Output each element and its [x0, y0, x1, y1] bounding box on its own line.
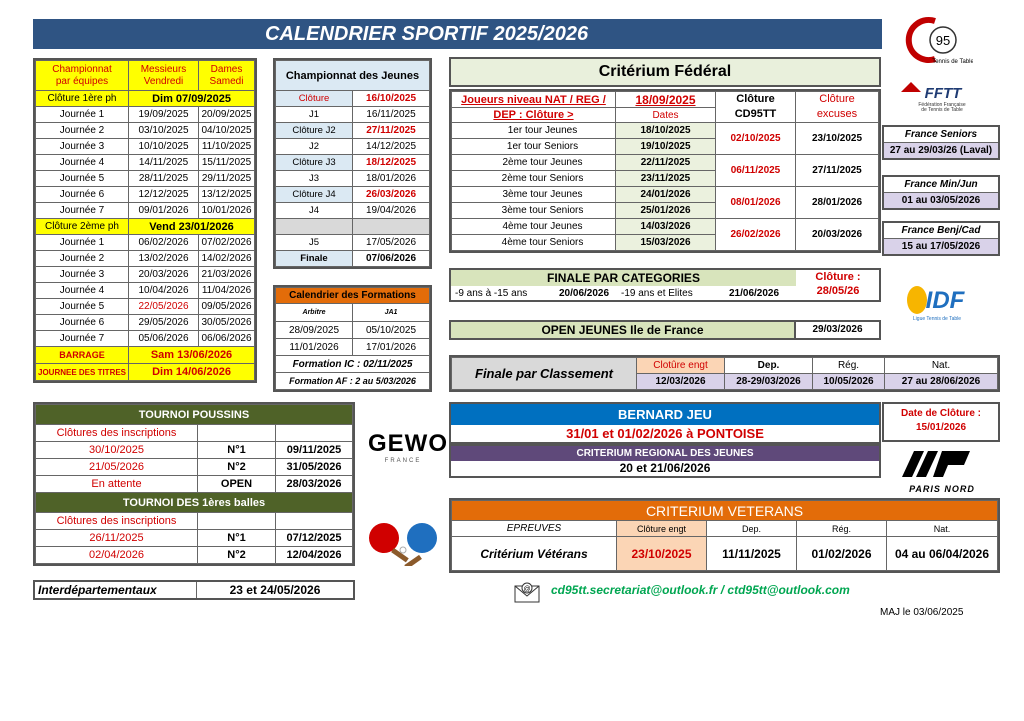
- formation-row: [276, 339, 430, 356]
- journee-label: Journée 2: [36, 251, 129, 267]
- veterans-panel: [449, 498, 1000, 573]
- jeunes-date: 18/01/2026: [353, 171, 430, 187]
- balles-title: TOURNOI DES 1ères balles: [36, 493, 353, 513]
- equipes-row: [36, 331, 255, 347]
- bernard-jeu-panel: [449, 402, 881, 444]
- formation-ic: Formation IC : 02/11/2025: [276, 356, 430, 373]
- jeunes-label: J2: [276, 139, 353, 155]
- journee-label: Journée 4: [36, 283, 129, 299]
- tournoi-row: [36, 476, 353, 493]
- idf-logo: [897, 280, 987, 324]
- jeunes-label: J3: [276, 171, 353, 187]
- vet-header-epreuves: EPREUVES: [452, 521, 617, 537]
- journee-label: Journée 5: [36, 171, 129, 187]
- jeunes-row: [276, 203, 430, 219]
- tournoi-cloture-date: En attente: [36, 476, 198, 493]
- dames-date: 06/06/2026: [199, 331, 255, 347]
- niveau-label: Joueurs niveau NAT / REG /: [452, 92, 616, 108]
- jeunes-row: [276, 107, 430, 123]
- equipes-row: [36, 251, 255, 267]
- messieurs-date: 06/02/2026: [129, 235, 199, 251]
- svg-text:Fédération Française: Fédération Française: [918, 102, 966, 108]
- journee-label: Journée 7: [36, 331, 129, 347]
- svg-text:95: 95: [935, 33, 951, 48]
- dates-header: Dates: [616, 108, 716, 123]
- france-title: France Min/Jun: [884, 177, 998, 193]
- bernard-jeu-title: BERNARD JEU: [451, 404, 879, 425]
- jeunes-date: 16/10/2025: [353, 91, 430, 107]
- jeunes-row: [276, 123, 430, 139]
- messieurs-date: 29/05/2026: [129, 315, 199, 331]
- france-title: France Seniors: [884, 127, 998, 143]
- france-box: [882, 175, 1000, 210]
- formation-row: [276, 322, 430, 339]
- jeunes-label: J5: [276, 235, 353, 251]
- col-header-messieurs: Messieurs Vendredi: [129, 61, 199, 91]
- tour-cloture-cd: 06/11/2025: [716, 155, 796, 187]
- equipes-row: [36, 267, 255, 283]
- equipes-row: [36, 187, 255, 203]
- crit-regional-date: 20 et 21/06/2026: [619, 461, 711, 475]
- dames-date: 11/04/2026: [199, 283, 255, 299]
- dames-date: 15/11/2025: [199, 155, 255, 171]
- formations-title: Calendrier des Formations: [276, 288, 430, 304]
- tour-jeunes-date: 14/03/2026: [616, 219, 716, 235]
- journee-label: Journée 6: [36, 315, 129, 331]
- dames-date: 09/05/2026: [199, 299, 255, 315]
- tournoi-number: OPEN: [198, 476, 276, 493]
- vet-value-reg: 01/02/2026: [797, 537, 887, 571]
- fc-value-dep: 28-29/03/2026: [725, 374, 813, 390]
- vet-value-cloture: 23/10/2025: [617, 537, 707, 571]
- jeunes-row: [276, 187, 430, 203]
- france-box: [882, 125, 1000, 160]
- finale-b-label: -19 ans et Elites: [621, 288, 693, 299]
- championnat-equipes-panel: [33, 58, 257, 383]
- equipes-row: [36, 203, 255, 219]
- equipes-row: [36, 299, 255, 315]
- dames-date: 11/10/2025: [199, 139, 255, 155]
- balles-subheader: Clôtures des inscriptions: [36, 513, 198, 530]
- jeunes-label: J1: [276, 107, 353, 123]
- titres-label: JOURNEE DES TITRES: [36, 364, 129, 381]
- messieurs-date: 19/09/2025: [129, 107, 199, 123]
- tour-seniors-label: 3ème tour Seniors: [452, 203, 616, 219]
- jeunes-date: [353, 219, 430, 235]
- journee-label: Journée 5: [36, 299, 129, 315]
- jeunes-row: [276, 171, 430, 187]
- tournoi-number: N°1: [198, 530, 276, 547]
- jeunes-date: 17/05/2026: [353, 235, 430, 251]
- jeunes-date: 18/12/2025: [353, 155, 430, 171]
- cd95-logo: [893, 15, 973, 65]
- dames-date: 13/12/2025: [199, 187, 255, 203]
- jeunes-label: J4: [276, 203, 353, 219]
- messieurs-date: 03/10/2025: [129, 123, 199, 139]
- equipes-row: [36, 123, 255, 139]
- fc-header-reg: Rég.: [813, 358, 885, 374]
- jeunes-label: Clôture J4: [276, 187, 353, 203]
- tour-seniors-date: 25/01/2026: [616, 203, 716, 219]
- dames-date: 20/09/2025: [199, 107, 255, 123]
- criterium-row: [452, 123, 879, 139]
- interdep-label: Interdépartementaux: [35, 582, 197, 598]
- finale-b-date: 21/06/2026: [729, 288, 780, 299]
- journee-label: Journée 2: [36, 123, 129, 139]
- tour-seniors-label: 1er tour Seniors: [452, 139, 616, 155]
- criterium-title-box: [449, 57, 881, 87]
- formation-arbitre-date: 28/09/2025: [276, 322, 353, 339]
- tour-seniors-date: 23/11/2025: [616, 171, 716, 187]
- formation-ja1-date: 05/10/2025: [353, 322, 430, 339]
- finale-a-date: 20/06/2026: [559, 288, 610, 299]
- criterium-title: Critérium Fédéral: [598, 63, 732, 80]
- messieurs-date: 05/06/2026: [129, 331, 199, 347]
- jeunes-date: 07/06/2026: [353, 251, 430, 267]
- tour-jeunes-label: 3ème tour Jeunes: [452, 187, 616, 203]
- svg-text:IDF: IDF: [925, 287, 965, 314]
- vet-value-nat: 04 au 06/04/2026: [887, 537, 998, 571]
- france-date: 27 au 29/03/26 (Laval): [884, 143, 998, 158]
- equipes-row: [36, 315, 255, 331]
- vet-header-dep: Dep.: [707, 521, 797, 537]
- finale-classement-title: Finale par Classement: [452, 358, 637, 390]
- fc-value-reg: 10/05/2026: [813, 374, 885, 390]
- bernard-cloture-box: [882, 402, 1000, 442]
- dames-date: 07/02/2026: [199, 235, 255, 251]
- tournoi-row: [36, 547, 353, 564]
- tournoi-number: N°2: [198, 459, 276, 476]
- tournoi-date: 28/03/2026: [276, 476, 353, 493]
- bernard-cloture-date: 15/01/2026: [915, 422, 967, 433]
- svg-text:Ligue Tennis de Table: Ligue Tennis de Table: [912, 316, 962, 322]
- email-icon: [513, 580, 543, 604]
- tournoi-row: [36, 530, 353, 547]
- championnat-jeunes-panel: [273, 58, 432, 269]
- maj-date: MAJ le 03/06/2025: [880, 607, 964, 618]
- journee-label: Journée 7: [36, 203, 129, 219]
- gewo-logo: GEWO FRANCE: [368, 430, 448, 464]
- jeunes-row: [276, 251, 430, 267]
- tour-seniors-date: 15/03/2026: [616, 235, 716, 251]
- tour-jeunes-label: 1er tour Jeunes: [452, 123, 616, 139]
- messieurs-date: 10/10/2025: [129, 139, 199, 155]
- tournoi-date: 07/12/2025: [276, 530, 353, 547]
- france-date: 01 au 03/05/2026: [884, 193, 998, 208]
- equipes-row: [36, 139, 255, 155]
- messieurs-date: 13/02/2026: [129, 251, 199, 267]
- jeunes-label: Clôture J2: [276, 123, 353, 139]
- formation-ja1-date: 17/01/2026: [353, 339, 430, 356]
- crit-regional-panel: [449, 444, 881, 478]
- ping-pong-paddles-icon: [362, 520, 444, 566]
- equipes-row: [36, 235, 255, 251]
- finale-a-label: -9 ans à -15 ans: [455, 288, 528, 299]
- jeunes-date: 19/04/2026: [353, 203, 430, 219]
- messieurs-date: 20/03/2026: [129, 267, 199, 283]
- tournoi-cloture-date: 21/05/2026: [36, 459, 198, 476]
- poussins-subheader: Clôtures des inscriptions: [36, 425, 198, 442]
- barrage-label: BARRAGE: [36, 347, 129, 364]
- cloture-1-date: Dim 07/09/2025: [129, 91, 255, 107]
- finale-categories-panel: [449, 268, 881, 302]
- tour-seniors-date: 19/10/2025: [616, 139, 716, 155]
- svg-text:@: @: [523, 586, 531, 593]
- col-header-championnat: Championnat par équipes: [36, 61, 129, 91]
- cloture-2-label: Clôture 2ème ph: [36, 219, 129, 235]
- journee-label: Journée 4: [36, 155, 129, 171]
- open-jeunes-title: OPEN JEUNES Ile de France: [451, 322, 796, 338]
- tour-cloture-excuses: 27/11/2025: [796, 155, 879, 187]
- jeunes-label: Finale: [276, 251, 353, 267]
- open-jeunes-date: 29/03/2026: [812, 324, 863, 335]
- formation-af: Formation AF : 2 au 5/03/2026: [276, 373, 430, 390]
- crit-regional-title: CRITERIUM REGIONAL DES JEUNES: [451, 446, 879, 461]
- dames-date: 29/11/2025: [199, 171, 255, 187]
- tournoi-date: 31/05/2026: [276, 459, 353, 476]
- tour-jeunes-date: 22/11/2025: [616, 155, 716, 171]
- messieurs-date: 14/11/2025: [129, 155, 199, 171]
- formation-arbitre-date: 11/01/2026: [276, 339, 353, 356]
- titres-date: Dim 14/06/2026: [129, 364, 255, 381]
- fc-value-nat: 27 au 28/06/2026: [885, 374, 998, 390]
- finale-classement-panel: [449, 355, 1000, 392]
- tournoi-cloture-date: 30/10/2025: [36, 442, 198, 459]
- messieurs-date: 28/11/2025: [129, 171, 199, 187]
- bernard-cloture-label: Date de Clôture :: [900, 408, 981, 419]
- vet-value-dep: 11/11/2025: [707, 537, 797, 571]
- equipes-row: [36, 283, 255, 299]
- equipes-row: [36, 155, 255, 171]
- jeunes-date: 27/11/2025: [353, 123, 430, 139]
- svg-text:de Tennis de Table: de Tennis de Table: [921, 107, 963, 112]
- tournoi-cloture-date: 26/11/2025: [36, 530, 198, 547]
- interdep-date: 23 et 24/05/2026: [229, 583, 321, 597]
- fftt-logo: [897, 80, 987, 112]
- journee-label: Journée 6: [36, 187, 129, 203]
- jeunes-row: [276, 155, 430, 171]
- tour-cloture-cd: 08/01/2026: [716, 187, 796, 219]
- cloture-2-date: Vend 23/01/2026: [129, 219, 255, 235]
- finale-categories-title: FINALE PAR CATEGORIES: [451, 270, 796, 286]
- niveau-date: 18/09/2025: [616, 92, 716, 108]
- paris-nord-logo: PARIS NORD: [892, 449, 992, 494]
- france-title: France Benj/Cad: [884, 223, 998, 239]
- cloture-1-label: Clôture 1ère ph: [36, 91, 129, 107]
- tour-cloture-excuses: 28/01/2026: [796, 187, 879, 219]
- dames-date: 30/05/2026: [199, 315, 255, 331]
- open-jeunes-panel: [449, 320, 881, 340]
- interdep-panel: [33, 580, 355, 600]
- tour-seniors-label: 2ème tour Seniors: [452, 171, 616, 187]
- jeunes-date: 26/03/2026: [353, 187, 430, 203]
- equipes-row: [36, 107, 255, 123]
- formations-arbitre-header: Arbitre: [276, 304, 353, 322]
- tournoi-date: 12/04/2026: [276, 547, 353, 564]
- fc-header-nat: Nat.: [885, 358, 998, 374]
- formations-ja1-header: JA1: [353, 304, 430, 322]
- tour-cloture-cd: 26/02/2026: [716, 219, 796, 251]
- fc-header-dep: Dep.: [725, 358, 813, 374]
- tournoi-row: [36, 442, 353, 459]
- messieurs-date: 09/01/2026: [129, 203, 199, 219]
- bernard-jeu-date: 31/01 et 01/02/2026 à PONTOISE: [566, 426, 764, 441]
- dames-date: 04/10/2025: [199, 123, 255, 139]
- vet-header-nat: Nat.: [887, 521, 998, 537]
- cloture-cd-header: Clôture CD95TT: [716, 92, 796, 123]
- col-header-dames: Dames Samedi: [199, 61, 255, 91]
- finale-categories-cloture: Clôture : 28/05/26: [815, 271, 861, 297]
- criterium-row: [452, 219, 879, 235]
- veterans-title: CRITERIUM VETERANS: [452, 501, 998, 521]
- tournoi-cloture-date: 02/04/2026: [36, 547, 198, 564]
- jeunes-date: 14/12/2025: [353, 139, 430, 155]
- messieurs-date: 12/12/2025: [129, 187, 199, 203]
- vet-value-epreuves: Critérium Vétérans: [452, 537, 617, 571]
- jeunes-title: Championnat des Jeunes: [276, 61, 430, 91]
- dep-label: DEP : Clôture >: [452, 108, 616, 123]
- journee-label: Journée 3: [36, 267, 129, 283]
- page-title: CALENDRIER SPORTIF 2025/2026: [265, 22, 589, 45]
- jeunes-row: [276, 91, 430, 107]
- tour-cloture-excuses: 20/03/2026: [796, 219, 879, 251]
- messieurs-date: 22/05/2026: [129, 299, 199, 315]
- tour-jeunes-date: 24/01/2026: [616, 187, 716, 203]
- cloture-excuses-header: Clôture excuses: [796, 92, 879, 123]
- tour-cloture-cd: 02/10/2025: [716, 123, 796, 155]
- criterium-row: [452, 187, 879, 203]
- dames-date: 21/03/2026: [199, 267, 255, 283]
- tour-cloture-excuses: 23/10/2025: [796, 123, 879, 155]
- tournoi-number: N°1: [198, 442, 276, 459]
- tour-jeunes-label: 2ème tour Jeunes: [452, 155, 616, 171]
- tournois-panel: [33, 402, 355, 566]
- tournoi-date: 09/11/2025: [276, 442, 353, 459]
- criterium-panel: [449, 89, 881, 253]
- poussins-title: TOURNOI POUSSINS: [36, 405, 353, 425]
- dames-date: 14/02/2026: [199, 251, 255, 267]
- jeunes-row: [276, 219, 430, 235]
- contact-email-link[interactable]: cd95tt.secretariat@outlook.fr / ctd95tt@outlook.com: [551, 583, 850, 597]
- tour-seniors-label: 4ème tour Seniors: [452, 235, 616, 251]
- jeunes-label: Clôture: [276, 91, 353, 107]
- page-title-banner: [33, 19, 882, 49]
- jeunes-label: [276, 219, 353, 235]
- vet-header-reg: Rég.: [797, 521, 887, 537]
- formations-panel: [273, 285, 432, 392]
- journee-label: Journée 1: [36, 107, 129, 123]
- vet-header-cloture: Clôture engt: [617, 521, 707, 537]
- journee-label: Journée 1: [36, 235, 129, 251]
- jeunes-label: Clôture J3: [276, 155, 353, 171]
- france-date: 15 au 17/05/2026: [884, 239, 998, 254]
- messieurs-date: 10/04/2026: [129, 283, 199, 299]
- france-box: [882, 221, 1000, 256]
- jeunes-row: [276, 139, 430, 155]
- svg-text:FFTT: FFTT: [924, 85, 962, 102]
- criterium-row: [452, 155, 879, 171]
- tournoi-number: N°2: [198, 547, 276, 564]
- svg-text:Tennis de Table: Tennis de Table: [932, 59, 973, 65]
- barrage-date: Sam 13/06/2026: [129, 347, 255, 364]
- equipes-row: [36, 171, 255, 187]
- jeunes-date: 16/11/2025: [353, 107, 430, 123]
- tournoi-row: [36, 459, 353, 476]
- dames-date: 10/01/2026: [199, 203, 255, 219]
- fc-header-cloture: Clotûre engt: [637, 358, 725, 374]
- jeunes-row: [276, 235, 430, 251]
- journee-label: Journée 3: [36, 139, 129, 155]
- fc-value-cloture: 12/03/2026: [637, 374, 725, 390]
- tour-jeunes-label: 4ème tour Jeunes: [452, 219, 616, 235]
- tour-jeunes-date: 18/10/2025: [616, 123, 716, 139]
